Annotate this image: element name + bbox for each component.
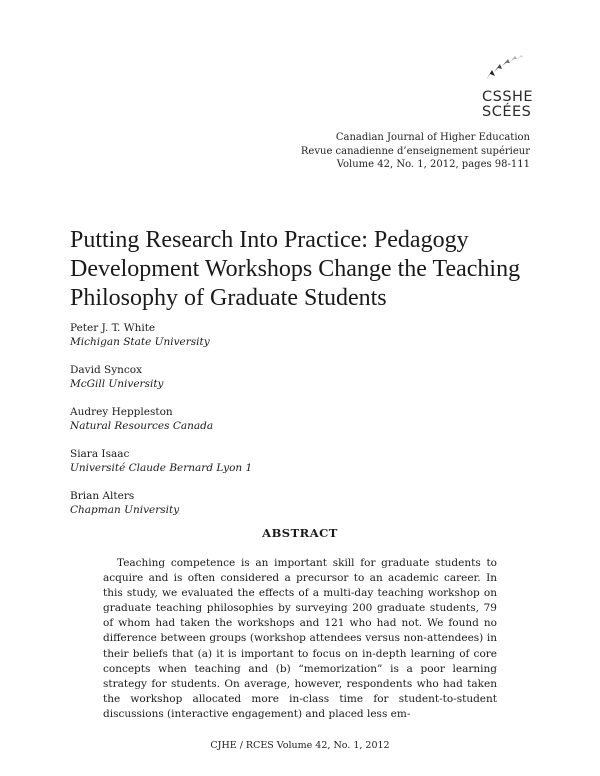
bird-flock-icon <box>482 50 534 84</box>
logo-line-2: SCÉES <box>482 104 532 120</box>
author-affiliation: Natural Resources Canada <box>70 420 214 432</box>
author-entry <box>70 489 530 517</box>
author-affiliation: McGill University <box>70 378 164 390</box>
author-affiliation: Chapman University <box>70 504 180 516</box>
author-entry <box>70 321 530 349</box>
journal-citation: Volume 42, No. 1, 2012, pages 98-111 <box>336 159 530 170</box>
author-name: David Syncox <box>70 364 143 376</box>
author-name: Siara Isaac <box>70 448 130 460</box>
author-name: Brian Alters <box>70 490 135 502</box>
author-affiliation: Université Claude Bernard Lyon 1 <box>70 462 253 474</box>
author-entry <box>70 363 530 391</box>
csshe-logo <box>470 50 550 120</box>
journal-info <box>301 131 530 172</box>
author-name: Audrey Heppleston <box>70 406 173 418</box>
abstract-text: Teaching competence is an important skill for graduate students to acquire and is often considered a precursor to an academic career. In this study, we evaluated the effects of a multi-day teaching workshop on graduate teaching philosophies by surveying 200 graduate students, 79 of whom had taken the workshops and 121 who had not. We found no difference between groups (workshop attendees versus non-attendees) in their beliefs that (a) it is important to focus on in-depth learning of core concepts when teaching and (b) “memorization” is a poor learning strategy for students. On average, however, respondents who had taken the workshop allocated more in-class time for student-to-student discussions (interactive engagement) and placed less em- <box>103 557 497 720</box>
abstract-heading: ABSTRACT <box>262 526 338 540</box>
author-entry <box>70 405 530 433</box>
article-title: Putting Research Into Practice: Pedagogy Development Workshops Change the Teaching Philosophy of Graduate Students <box>70 227 521 311</box>
author-affiliation: Michigan State University <box>70 336 210 348</box>
author-entry <box>70 447 530 475</box>
journal-name-fr: Revue canadienne d’enseignement supérieur <box>300 145 530 157</box>
logo-wordmark <box>482 90 533 120</box>
author-name: Peter J. T. White <box>70 322 156 334</box>
logo-line-1: CSSHE <box>482 89 534 105</box>
author-list <box>70 321 530 531</box>
journal-name-en: Canadian Journal of Higher Education <box>335 132 530 143</box>
page-footer: CJHE / RCES Volume 42, No. 1, 2012 <box>210 740 390 751</box>
